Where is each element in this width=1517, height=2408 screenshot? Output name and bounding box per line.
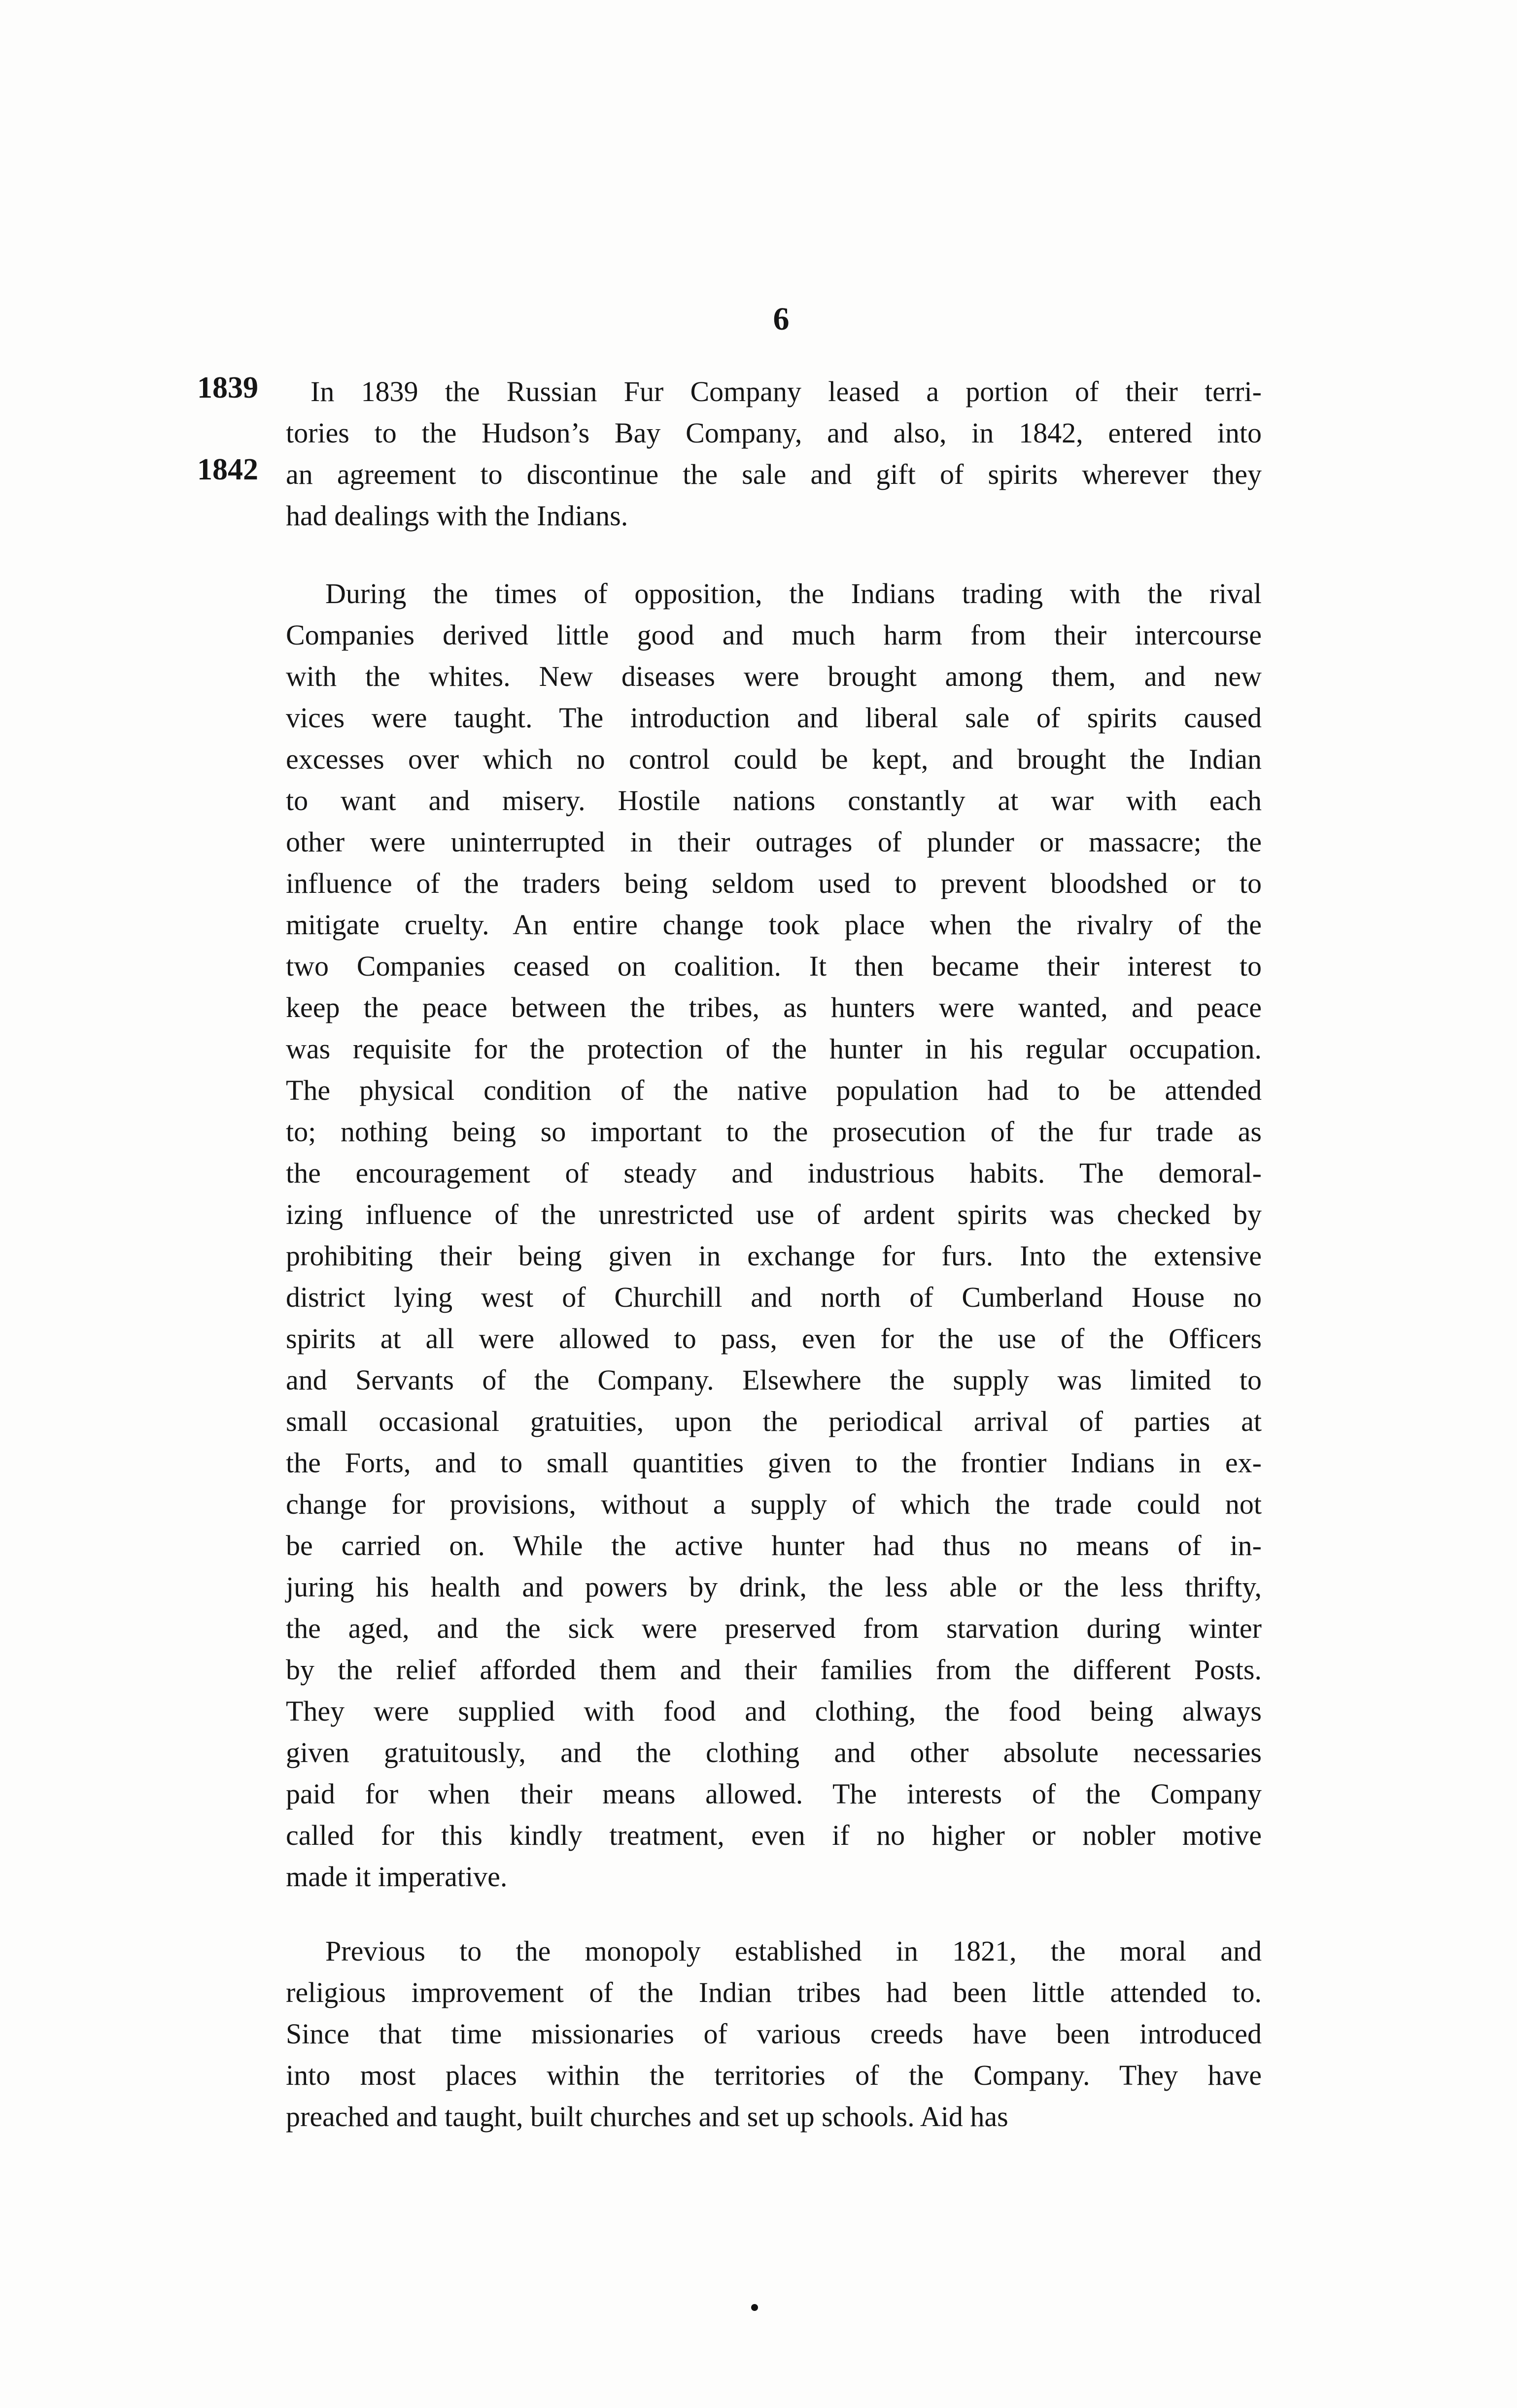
text-line: The physical condition of the native population had to be attended [286, 1074, 1262, 1106]
text-line: had dealings with the Indians. [286, 500, 628, 532]
text-line: other were uninterrupted in their outrages of plunder or massacre; the [286, 826, 1262, 858]
text-line: the aged, and the sick were preserved from starvation during winter [286, 1612, 1262, 1644]
text-line: to want and misery. Hostile nations constantly at war with each [286, 784, 1262, 816]
text-line: In 1839 the Russian Fur Company leased a portion of their terri- [310, 375, 1262, 407]
text-line: two Companies ceased on coalition. It then became their interest to [286, 950, 1262, 982]
margin-note-year: 1842 [197, 453, 258, 486]
text-line: was requisite for the protection of the hunter in his regular occupation. [286, 1033, 1262, 1065]
text-line: spirits at all were allowed to pass, even for the use of the Officers [286, 1323, 1262, 1355]
text-line: made it imperative. [286, 1861, 508, 1893]
text-line: given gratuitously, and the clothing and other absolute necessaries [286, 1736, 1262, 1768]
text-line: influence of the traders being seldom used to prevent bloodshed or to [286, 867, 1262, 899]
text-line: Companies derived little good and much harm from their intercourse [286, 619, 1262, 651]
text-line: change for provisions, without a supply of which the trade could not [286, 1488, 1262, 1520]
text-line: paid for when their means allowed. The interests of the Company [286, 1778, 1262, 1810]
page-number: 6 [773, 301, 790, 337]
text-line: called for this kindly treatment, even if no higher or nobler motive [286, 1819, 1262, 1851]
text-line: During the times of opposition, the Indians trading with the rival [325, 577, 1262, 610]
text-line: Previous to the monopoly established in 1821, the moral and [325, 1935, 1262, 1967]
text-line: to; nothing being so important to the prosecution of the fur trade as [286, 1116, 1262, 1148]
text-line: prohibiting their being given in exchange for furs. Into the extensive [286, 1240, 1262, 1272]
text-line: izing influence of the unrestricted use of ardent spirits was checked by [286, 1198, 1262, 1230]
text-line: and Servants of the Company. Elsewhere the supply was limited to [286, 1364, 1262, 1396]
text-line: the Forts, and to small quantities given to the frontier Indians in ex- [286, 1447, 1262, 1479]
text-line: preached and taught, built churches and set up schools. Aid has [286, 2101, 1008, 2133]
text-line: tories to the Hudson’s Bay Company, and also, in 1842, entered into [286, 417, 1262, 449]
text-line: excesses over which no control could be kept, and brought the Indian [286, 743, 1262, 775]
text-line: juring his health and powers by drink, the less able or the less thrifty, [286, 1571, 1262, 1603]
printed-dot [751, 2304, 758, 2311]
text-line: religious improvement of the Indian tribes had been little attended to. [286, 1976, 1262, 2008]
text-line: mitigate cruelty. An entire change took place when the rivalry of the [286, 909, 1262, 941]
text-line: with the whites. New diseases were brought among them, and new [286, 660, 1262, 692]
text-line: They were supplied with food and clothing, the food being always [286, 1695, 1262, 1727]
text-line: small occasional gratuities, upon the periodical arrival of parties at [286, 1405, 1262, 1437]
text-line: by the relief afforded them and their families from the different Posts. [286, 1654, 1262, 1686]
text-line: into most places within the territories of the Company. They have [286, 2059, 1262, 2091]
text-line: an agreement to discontinue the sale and gift of spirits wherever they [286, 458, 1262, 490]
margin-note-year: 1839 [197, 371, 258, 405]
text-line: keep the peace between the tribes, as hunters were wanted, and peace [286, 991, 1262, 1023]
text-line: vices were taught. The introduction and liberal sale of spirits caused [286, 702, 1262, 734]
text-line: district lying west of Churchill and north of Cumberland House no [286, 1281, 1262, 1313]
text-line: be carried on. While the active hunter had thus no means of in- [286, 1529, 1262, 1561]
text-line: the encouragement of steady and industrious habits. The demoral- [286, 1157, 1262, 1189]
text-line: Since that time missionaries of various creeds have been introduced [286, 2018, 1262, 2050]
